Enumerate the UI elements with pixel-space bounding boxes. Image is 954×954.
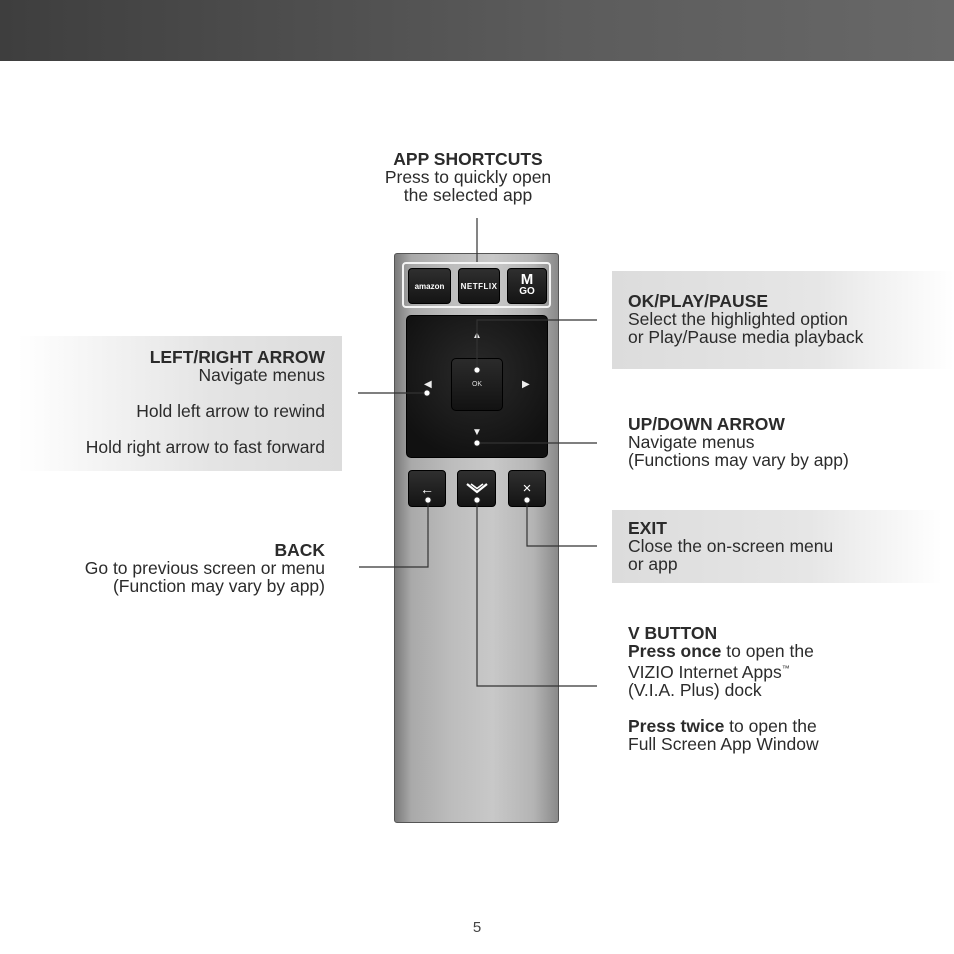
app-shortcuts-callout: [330, 150, 606, 204]
callout-title: OK/PLAY/PAUSE: [628, 291, 769, 311]
page-number: 5: [472, 919, 482, 936]
callout-line: Hold left arrow to rewind: [136, 401, 325, 421]
up-arrow-icon[interactable]: ▲: [472, 330, 482, 341]
callout-line: or app: [628, 554, 678, 574]
callout-line: the selected app: [403, 185, 533, 205]
callout-title: EXIT: [628, 518, 667, 538]
callout-title: APP SHORTCUTS: [393, 149, 543, 169]
press-twice-label: Press twice: [628, 715, 725, 736]
callout-text: VIZIO Internet Apps: [628, 661, 782, 682]
callout-line: (Functions may vary by app): [628, 450, 849, 470]
callout-line: Close the on-screen menu: [628, 536, 834, 556]
right-arrow-icon[interactable]: ▶: [522, 379, 530, 390]
ok-play-pause-callout: [628, 292, 948, 346]
left-right-arrow-callout: [20, 348, 325, 456]
mgo-logo-m: M: [520, 271, 534, 288]
left-arrow-icon[interactable]: ◀: [424, 379, 432, 390]
callout-text: to open the: [721, 641, 814, 661]
callout-line: Select the highlighted option: [628, 309, 848, 329]
close-icon: ×: [522, 480, 532, 497]
callout-line: Hold right arrow to fast forward: [85, 437, 325, 457]
callout-line: [628, 642, 928, 660]
callout-line: Full Screen App Window: [628, 733, 819, 754]
callout-line: (Function may vary by app): [112, 576, 325, 596]
ok-label: OK: [471, 381, 483, 388]
down-arrow-icon[interactable]: ▼: [472, 427, 482, 438]
trademark-symbol: ™: [781, 664, 790, 673]
up-down-arrow-callout: [628, 415, 948, 469]
amazon-logo: amazon: [414, 281, 445, 291]
callout-title: LEFT/RIGHT ARROW: [149, 347, 325, 367]
callout-line: Navigate menus: [198, 365, 325, 385]
callout-line: Go to previous screen or menu: [84, 558, 325, 578]
v-button-callout: [628, 624, 928, 753]
mgo-logo-go: GO: [519, 286, 535, 297]
netflix-logo: NETFLIX: [460, 281, 498, 291]
exit-callout: [628, 519, 928, 573]
callout-line: (V.I.A. Plus) dock: [628, 679, 762, 700]
callout-line: or Play/Pause media playback: [628, 327, 864, 347]
callout-title: BACK: [274, 540, 325, 560]
callout-line: [628, 717, 928, 735]
press-once-label: Press once: [628, 641, 722, 661]
callout-text: to open the: [724, 715, 817, 736]
callout-title: V BUTTON: [628, 623, 718, 643]
callout-title: UP/DOWN ARROW: [628, 414, 785, 434]
back-callout: [15, 541, 325, 595]
callout-line: Navigate menus: [628, 432, 755, 452]
callout-line: Press to quickly open: [384, 167, 552, 187]
callout-line: [628, 660, 928, 681]
back-arrow-icon: ←: [420, 480, 434, 497]
